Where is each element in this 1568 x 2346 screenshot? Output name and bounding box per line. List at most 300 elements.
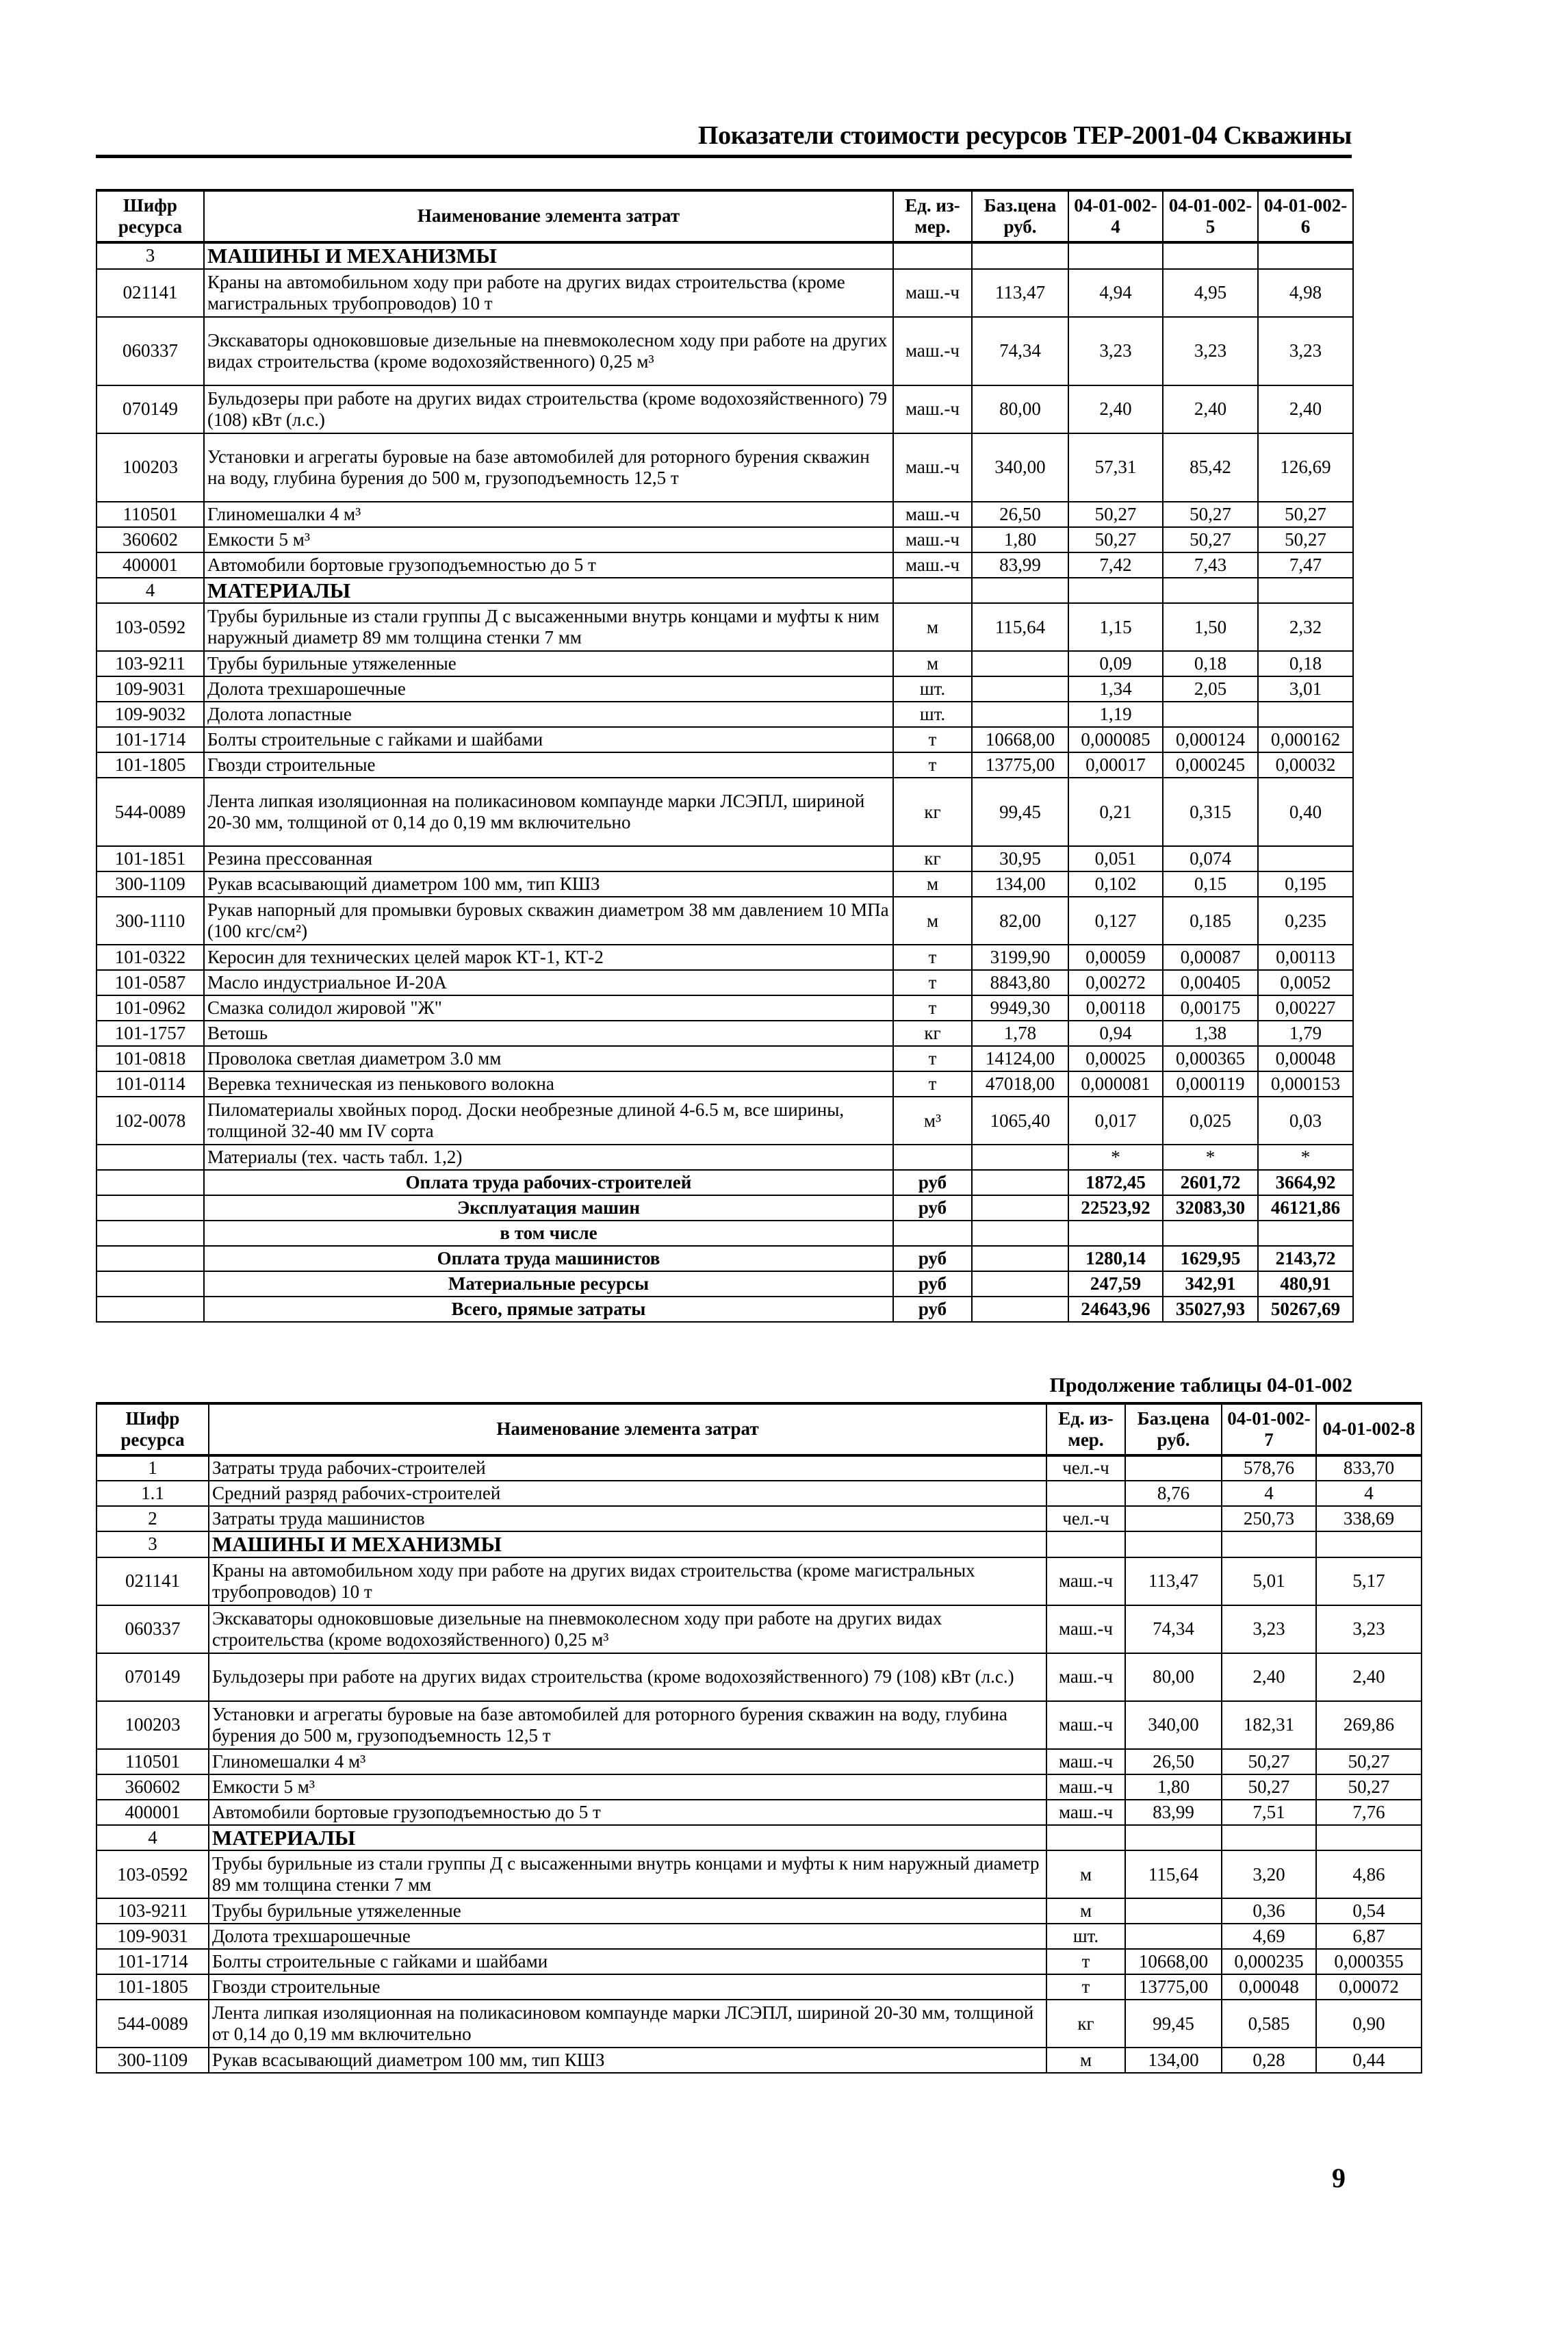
table-row	[97, 1949, 1422, 1974]
norm-value-cell: 0,315	[1163, 778, 1258, 846]
total-value-cell	[1068, 1221, 1163, 1246]
header-title: Показатели стоимости ресурсов ТЕР-2001-04 Скважины	[697, 121, 1352, 150]
norm-value-cell: 0,017	[1068, 1097, 1163, 1145]
base-price-cell	[1125, 1825, 1222, 1851]
element-name-cell: Рукав всасывающий диаметром 100 мм, тип КШЗ	[209, 2048, 1046, 2073]
total-label-cell: в том числе	[204, 1221, 893, 1246]
norm-value-cell: 50,27	[1068, 527, 1163, 552]
norm-value-cell: 0,000162	[1258, 727, 1353, 752]
norm-value-cell: 0,585	[1222, 2000, 1316, 2048]
resource-code-cell: 400001	[97, 1800, 209, 1825]
norm-value-cell: 833,70	[1316, 1455, 1422, 1481]
table-row	[97, 727, 1353, 752]
norm-value-cell	[1316, 1531, 1422, 1557]
total-value-cell	[972, 1246, 1068, 1271]
norm-value-cell: 50,27	[1163, 502, 1258, 527]
element-name-cell: МАШИНЫ И МЕХАНИЗМЫ	[204, 242, 893, 269]
element-name-cell: Емкости 5 м³	[204, 527, 893, 552]
unit-cell	[893, 578, 972, 604]
table-row	[97, 1097, 1353, 1145]
norm-value-cell: 0,15	[1163, 871, 1258, 897]
column-header: 04-01-002-6	[1258, 190, 1353, 242]
totals-row	[97, 1271, 1353, 1297]
base-price-cell: 1,80	[972, 527, 1068, 552]
norm-value-cell: 269,86	[1316, 1701, 1422, 1749]
base-price-cell	[1125, 1455, 1222, 1481]
element-name-cell: Веревка техническая из пенькового волокна	[204, 1071, 893, 1097]
norm-value-cell: 50,27	[1163, 527, 1258, 552]
element-name-cell: Резина прессованная	[204, 846, 893, 871]
norm-value-cell	[1222, 1531, 1316, 1557]
norm-value-cell: 0,000245	[1163, 752, 1258, 778]
element-name-cell: Автомобили бортовые грузоподъемностью до 5 т	[204, 552, 893, 578]
element-name-cell: Бульдозеры при работе на других видах строительства (кроме водохозяйственного) 79 (108) кВт (л.с.)	[209, 1653, 1046, 1701]
resource-code-cell: 103-0592	[97, 1850, 209, 1898]
table-row	[97, 871, 1353, 897]
norm-value-cell: 0,000124	[1163, 727, 1258, 752]
element-name-cell: Пиломатериалы хвойных пород. Доски необрезные длиной 4-6.5 м, все ширины, толщиной 32-40 мм IV сорта	[204, 1097, 893, 1145]
norm-value-cell: 0,00175	[1163, 995, 1258, 1021]
norm-value-cell: 50,27	[1222, 1774, 1316, 1800]
norm-value-cell: 7,43	[1163, 552, 1258, 578]
unit-cell: кг	[1046, 2000, 1125, 2048]
total-label-cell: Эксплуатация машин	[204, 1195, 893, 1221]
resource-code-cell: 300-1109	[97, 871, 204, 897]
base-price-cell: 115,64	[972, 603, 1068, 651]
unit-cell: м	[893, 871, 972, 897]
base-price-cell: 26,50	[1125, 1749, 1222, 1774]
unit-cell: т	[1046, 1974, 1125, 2000]
unit-cell: т	[893, 1071, 972, 1097]
total-value-cell	[972, 1271, 1068, 1297]
unit-cell: т	[893, 995, 972, 1021]
resource-code-cell: 2	[97, 1506, 209, 1531]
unit-cell: маш.-ч	[893, 552, 972, 578]
table-row	[97, 1071, 1353, 1097]
norm-value-cell: 2,05	[1163, 676, 1258, 702]
base-price-cell: 47018,00	[972, 1071, 1068, 1097]
table-header-row	[97, 1403, 1422, 1455]
unit-cell: кг	[893, 846, 972, 871]
norm-value-cell: 5,01	[1222, 1557, 1316, 1605]
resource-code-cell: 101-1757	[97, 1021, 204, 1046]
norm-value-cell: 5,17	[1316, 1557, 1422, 1605]
element-name-cell: Рукав напорный для промывки буровых скважин диаметром 38 мм давлением 10 МПа (100 кгс/см²)	[204, 897, 893, 945]
column-header: Ед. из-мер.	[893, 190, 972, 242]
table-row	[97, 945, 1353, 970]
base-price-cell: 8843,80	[972, 970, 1068, 995]
page-number: 9	[1332, 2163, 1346, 2193]
norm-value-cell: 0,127	[1068, 897, 1163, 945]
norm-value-cell: 0,00025	[1068, 1046, 1163, 1071]
table-header-row	[97, 190, 1353, 242]
norm-value-cell	[1163, 702, 1258, 727]
table-row	[97, 1531, 1422, 1557]
table-row	[97, 995, 1353, 1021]
norm-value-cell: 0,28	[1222, 2048, 1316, 2073]
element-name-cell: Затраты труда машинистов	[209, 1506, 1046, 1531]
table-row	[97, 1653, 1422, 1701]
element-name-cell: Смазка солидол жировой "Ж"	[204, 995, 893, 1021]
base-price-cell: 115,64	[1125, 1850, 1222, 1898]
norm-value-cell: 0,54	[1316, 1898, 1422, 1924]
norm-value-cell: 7,47	[1258, 552, 1353, 578]
resource-code-cell: 360602	[97, 527, 204, 552]
unit-cell: кг	[893, 778, 972, 846]
column-header: Ед. из-мер.	[1046, 1403, 1125, 1455]
unit-cell: маш.-ч	[1046, 1749, 1125, 1774]
norm-value-cell: 0,44	[1316, 2048, 1422, 2073]
table-row	[97, 1455, 1422, 1481]
norm-value-cell: 85,42	[1163, 433, 1258, 502]
resource-code-cell: 110501	[97, 1749, 209, 1774]
norm-value-cell: 126,69	[1258, 433, 1353, 502]
total-value-cell: 1629,95	[1163, 1246, 1258, 1271]
table-row	[97, 433, 1353, 502]
resource-code-cell: 300-1109	[97, 2048, 209, 2073]
table-row	[97, 1481, 1422, 1506]
resource-code-cell	[97, 1297, 204, 1322]
total-value-cell: 3664,92	[1258, 1170, 1353, 1195]
resource-code-cell	[97, 1195, 204, 1221]
norm-value-cell	[1316, 1825, 1422, 1851]
resource-code-cell: 021141	[97, 1557, 209, 1605]
norm-value-cell: 0,000081	[1068, 1071, 1163, 1097]
resource-code-cell: 103-0592	[97, 603, 204, 651]
totals-row	[97, 1170, 1353, 1195]
base-price-cell	[1125, 1531, 1222, 1557]
resource-code-cell: 101-1805	[97, 752, 204, 778]
norm-value-cell: 0,00048	[1258, 1046, 1353, 1071]
norm-value-cell: 250,73	[1222, 1506, 1316, 1531]
base-price-cell	[972, 702, 1068, 727]
total-value-cell	[972, 1195, 1068, 1221]
column-header: Наименование элемента затрат	[209, 1403, 1046, 1455]
table-row	[97, 552, 1353, 578]
base-price-cell	[1125, 1898, 1222, 1924]
resource-table-2	[96, 1402, 1422, 2074]
unit-cell: шт.	[1046, 1924, 1125, 1949]
norm-value-cell: 3,01	[1258, 676, 1353, 702]
element-name-cell: Долота трехшарошечные	[209, 1924, 1046, 1949]
norm-value-cell: 2,40	[1222, 1653, 1316, 1701]
element-name-cell: Краны на автомобильном ходу при работе на других видах строительства (кроме магистральных трубопроводов) 10 т	[204, 269, 893, 317]
resource-code-cell: 544-0089	[97, 778, 204, 846]
norm-value-cell: 50,27	[1258, 527, 1353, 552]
norm-value-cell: 0,000119	[1163, 1071, 1258, 1097]
resource-code-cell: 101-1851	[97, 846, 204, 871]
norm-value-cell: 0,000355	[1316, 1949, 1422, 1974]
resource-code-cell: 300-1110	[97, 897, 204, 945]
unit-cell: маш.-ч	[893, 317, 972, 385]
resource-code-cell: 3	[97, 1531, 209, 1557]
base-price-cell: 83,99	[1125, 1800, 1222, 1825]
total-value-cell: 24643,96	[1068, 1297, 1163, 1322]
norm-value-cell: 0,000235	[1222, 1949, 1316, 1974]
norm-value-cell: 0,102	[1068, 871, 1163, 897]
base-price-cell: 13775,00	[1125, 1974, 1222, 2000]
table-row	[97, 1145, 1353, 1170]
norm-value-cell: 0,051	[1068, 846, 1163, 871]
norm-value-cell: 50,27	[1316, 1774, 1422, 1800]
unit-cell: маш.-ч	[1046, 1557, 1125, 1605]
unit-cell: маш.-ч	[893, 527, 972, 552]
resource-code-cell: 109-9032	[97, 702, 204, 727]
total-value-cell: руб	[893, 1195, 972, 1221]
norm-value-cell: 7,76	[1316, 1800, 1422, 1825]
norm-value-cell: 0,21	[1068, 778, 1163, 846]
element-name-cell: Трубы бурильные утяжеленные	[209, 1898, 1046, 1924]
base-price-cell: 1,78	[972, 1021, 1068, 1046]
norm-value-cell: 0,00405	[1163, 970, 1258, 995]
norm-value-cell: 0,00113	[1258, 945, 1353, 970]
norm-value-cell: 0,000153	[1258, 1071, 1353, 1097]
element-name-cell: МАТЕРИАЛЫ	[204, 578, 893, 604]
total-value-cell: 247,59	[1068, 1271, 1163, 1297]
norm-value-cell: 4	[1222, 1481, 1316, 1506]
resource-code-cell: 3	[97, 242, 204, 269]
unit-cell: м	[893, 603, 972, 651]
resource-code-cell	[97, 1170, 204, 1195]
base-price-cell	[972, 651, 1068, 676]
base-price-cell	[972, 578, 1068, 604]
element-name-cell: Гвозди строительные	[204, 752, 893, 778]
norm-value-cell: 0,36	[1222, 1898, 1316, 1924]
unit-cell	[1046, 1825, 1125, 1851]
norm-value-cell: 0,185	[1163, 897, 1258, 945]
table-row	[97, 1506, 1422, 1531]
total-value-cell: 35027,93	[1163, 1297, 1258, 1322]
element-name-cell: Установки и агрегаты буровые на базе автомобилей для роторного бурения скважин на воду, глубина бурения до 500 м, грузоподъемность 12,5 т	[204, 433, 893, 502]
total-value-cell: руб	[893, 1271, 972, 1297]
norm-value-cell: *	[1163, 1145, 1258, 1170]
resource-code-cell: 060337	[97, 317, 204, 385]
base-price-cell: 10668,00	[972, 727, 1068, 752]
norm-value-cell: 1,38	[1163, 1021, 1258, 1046]
resource-code-cell: 021141	[97, 269, 204, 317]
base-price-cell: 83,99	[972, 552, 1068, 578]
table-row	[97, 1749, 1422, 1774]
norm-value-cell: 0,025	[1163, 1097, 1258, 1145]
norm-value-cell: 3,23	[1222, 1605, 1316, 1653]
total-value-cell	[1258, 1221, 1353, 1246]
norm-value-cell: 0,00072	[1316, 1974, 1422, 2000]
base-price-cell: 74,34	[972, 317, 1068, 385]
norm-value-cell: 0,03	[1258, 1097, 1353, 1145]
norm-value-cell: 57,31	[1068, 433, 1163, 502]
norm-value-cell: 0,074	[1163, 846, 1258, 871]
element-name-cell: Глиномешалки 4 м³	[204, 502, 893, 527]
norm-value-cell: 0,00048	[1222, 1974, 1316, 2000]
unit-cell: м	[893, 897, 972, 945]
norm-value-cell	[1258, 578, 1353, 604]
element-name-cell: Материалы (тех. часть табл. 1,2)	[204, 1145, 893, 1170]
base-price-cell: 99,45	[972, 778, 1068, 846]
unit-cell: т	[1046, 1949, 1125, 1974]
norm-value-cell: 0,235	[1258, 897, 1353, 945]
element-name-cell: Трубы бурильные из стали группы Д с высаженными внутрь концами и муфты к ним наружный диаметр 89 мм толщина стенки 7 мм	[204, 603, 893, 651]
total-value-cell: 1280,14	[1068, 1246, 1163, 1271]
table-row	[97, 702, 1353, 727]
table-row	[97, 970, 1353, 995]
total-value-cell	[1163, 1221, 1258, 1246]
total-value-cell: 1872,45	[1068, 1170, 1163, 1195]
norm-value-cell	[1258, 702, 1353, 727]
total-value-cell: руб	[893, 1170, 972, 1195]
unit-cell: маш.-ч	[893, 385, 972, 433]
unit-cell: чел.-ч	[1046, 1506, 1125, 1531]
element-name-cell: Установки и агрегаты буровые на базе автомобилей для роторного бурения скважин на воду, глубина бурения до 500 м, грузоподъемность 12,5 т	[209, 1701, 1046, 1749]
column-header: Шифр ресурса	[97, 1403, 209, 1455]
column-header: Баз.цена руб.	[972, 190, 1068, 242]
resource-code-cell: 102-0078	[97, 1097, 204, 1145]
base-price-cell: 30,95	[972, 846, 1068, 871]
norm-value-cell: 2,40	[1068, 385, 1163, 433]
table-row	[97, 1825, 1422, 1851]
base-price-cell: 26,50	[972, 502, 1068, 527]
resource-code-cell: 070149	[97, 385, 204, 433]
continuation-caption: Продолжение таблицы 04-01-002	[1049, 1374, 1352, 1397]
norm-value-cell: 4	[1316, 1481, 1422, 1506]
norm-value-cell: 338,69	[1316, 1506, 1422, 1531]
resource-code-cell	[97, 1221, 204, 1246]
base-price-cell: 1065,40	[972, 1097, 1068, 1145]
unit-cell	[893, 1145, 972, 1170]
resource-code-cell: 101-0818	[97, 1046, 204, 1071]
norm-value-cell: 0,00017	[1068, 752, 1163, 778]
element-name-cell: Затраты труда рабочих-строителей	[209, 1455, 1046, 1481]
element-name-cell: МАШИНЫ И МЕХАНИЗМЫ	[209, 1531, 1046, 1557]
element-name-cell: Лента липкая изоляционная на поликасиновом компаунде марки ЛСЭПЛ, шириной 20-30 мм, толщиной от 0,14 до 0,19 мм включительно	[209, 2000, 1046, 2048]
unit-cell: шт.	[893, 702, 972, 727]
resource-code-cell	[97, 1145, 204, 1170]
norm-value-cell: 6,87	[1316, 1924, 1422, 1949]
norm-value-cell: 0,18	[1163, 651, 1258, 676]
unit-cell: маш.-ч	[1046, 1653, 1125, 1701]
element-name-cell: Ветошь	[204, 1021, 893, 1046]
element-name-cell: Керосин для технических целей марок КТ-1, КТ-2	[204, 945, 893, 970]
table-row	[97, 1021, 1353, 1046]
unit-cell: маш.-ч	[893, 502, 972, 527]
total-value-cell: 2143,72	[1258, 1246, 1353, 1271]
element-name-cell: Бульдозеры при работе на других видах строительства (кроме водохозяйственного) 79 (108) кВт (л.с.)	[204, 385, 893, 433]
total-label-cell: Материальные ресурсы	[204, 1271, 893, 1297]
element-name-cell: Рукав всасывающий диаметром 100 мм, тип КШЗ	[204, 871, 893, 897]
unit-cell: т	[893, 1046, 972, 1071]
unit-cell: м	[1046, 1898, 1125, 1924]
resource-code-cell: 101-0322	[97, 945, 204, 970]
norm-value-cell: 0,00032	[1258, 752, 1353, 778]
norm-value-cell: 0,00087	[1163, 945, 1258, 970]
element-name-cell: Средний разряд рабочих-строителей	[209, 1481, 1046, 1506]
table-row	[97, 1774, 1422, 1800]
table-row	[97, 1924, 1422, 1949]
unit-cell: маш.-ч	[893, 433, 972, 502]
total-value-cell: 46121,86	[1258, 1195, 1353, 1221]
resource-code-cell: 103-9211	[97, 651, 204, 676]
element-name-cell: Проволока светлая диаметром 3.0 мм	[204, 1046, 893, 1071]
norm-value-cell	[1163, 242, 1258, 269]
table-row	[97, 1557, 1422, 1605]
unit-cell: м	[1046, 2048, 1125, 2073]
base-price-cell: 8,76	[1125, 1481, 1222, 1506]
element-name-cell: Долота лопастные	[204, 702, 893, 727]
table-row	[97, 846, 1353, 871]
table-row	[97, 676, 1353, 702]
norm-value-cell: 3,23	[1316, 1605, 1422, 1653]
resource-code-cell: 4	[97, 1825, 209, 1851]
unit-cell: чел.-ч	[1046, 1455, 1125, 1481]
norm-value-cell: 0,0052	[1258, 970, 1353, 995]
column-header: 04-01-002-7	[1222, 1403, 1316, 1455]
base-price-cell: 113,47	[972, 269, 1068, 317]
column-header: Наименование элемента затрат	[204, 190, 893, 242]
base-price-cell: 134,00	[972, 871, 1068, 897]
page-header	[96, 123, 1352, 158]
unit-cell: маш.-ч	[1046, 1800, 1125, 1825]
base-price-cell: 340,00	[972, 433, 1068, 502]
totals-row	[97, 1221, 1353, 1246]
table-row	[97, 752, 1353, 778]
table-row	[97, 578, 1353, 604]
norm-value-cell: 3,20	[1222, 1850, 1316, 1898]
base-price-cell: 3199,90	[972, 945, 1068, 970]
norm-value-cell: 50,27	[1222, 1749, 1316, 1774]
resource-code-cell: 1	[97, 1455, 209, 1481]
norm-value-cell: 0,00059	[1068, 945, 1163, 970]
base-price-cell: 82,00	[972, 897, 1068, 945]
table-row	[97, 2000, 1422, 2048]
norm-value-cell: 3,23	[1258, 317, 1353, 385]
norm-value-cell: 2,40	[1163, 385, 1258, 433]
norm-value-cell: 0,40	[1258, 778, 1353, 846]
norm-value-cell: 4,69	[1222, 1924, 1316, 1949]
unit-cell	[893, 242, 972, 269]
element-name-cell: Экскаваторы одноковшовые дизельные на пневмоколесном ходу при работе на других видах строительства (кроме водохозяйственного) 0,25 м³	[204, 317, 893, 385]
total-value-cell: 342,91	[1163, 1271, 1258, 1297]
resource-code-cell: 100203	[97, 1701, 209, 1749]
resource-code-cell: 103-9211	[97, 1898, 209, 1924]
norm-value-cell: 50,27	[1068, 502, 1163, 527]
total-value-cell: 32083,30	[1163, 1195, 1258, 1221]
base-price-cell: 80,00	[972, 385, 1068, 433]
element-name-cell: Болты строительные с гайками и шайбами	[209, 1949, 1046, 1974]
norm-value-cell	[1068, 242, 1163, 269]
norm-value-cell: 1,19	[1068, 702, 1163, 727]
element-name-cell: МАТЕРИАЛЫ	[209, 1825, 1046, 1851]
norm-value-cell: 0,195	[1258, 871, 1353, 897]
norm-value-cell: 7,51	[1222, 1800, 1316, 1825]
total-value-cell: 2601,72	[1163, 1170, 1258, 1195]
table-row	[97, 269, 1353, 317]
resource-code-cell: 100203	[97, 433, 204, 502]
unit-cell: маш.-ч	[1046, 1701, 1125, 1749]
totals-row	[97, 1297, 1353, 1322]
norm-value-cell: 182,31	[1222, 1701, 1316, 1749]
base-price-cell: 134,00	[1125, 2048, 1222, 2073]
norm-value-cell: 0,00118	[1068, 995, 1163, 1021]
table-row	[97, 603, 1353, 651]
norm-value-cell: 0,00227	[1258, 995, 1353, 1021]
norm-value-cell: 50,27	[1316, 1749, 1422, 1774]
table-row	[97, 502, 1353, 527]
norm-value-cell	[1068, 578, 1163, 604]
norm-value-cell: 7,42	[1068, 552, 1163, 578]
unit-cell: кг	[893, 1021, 972, 1046]
total-label-cell: Оплата труда машинистов	[204, 1246, 893, 1271]
unit-cell: т	[893, 752, 972, 778]
resource-code-cell	[97, 1271, 204, 1297]
